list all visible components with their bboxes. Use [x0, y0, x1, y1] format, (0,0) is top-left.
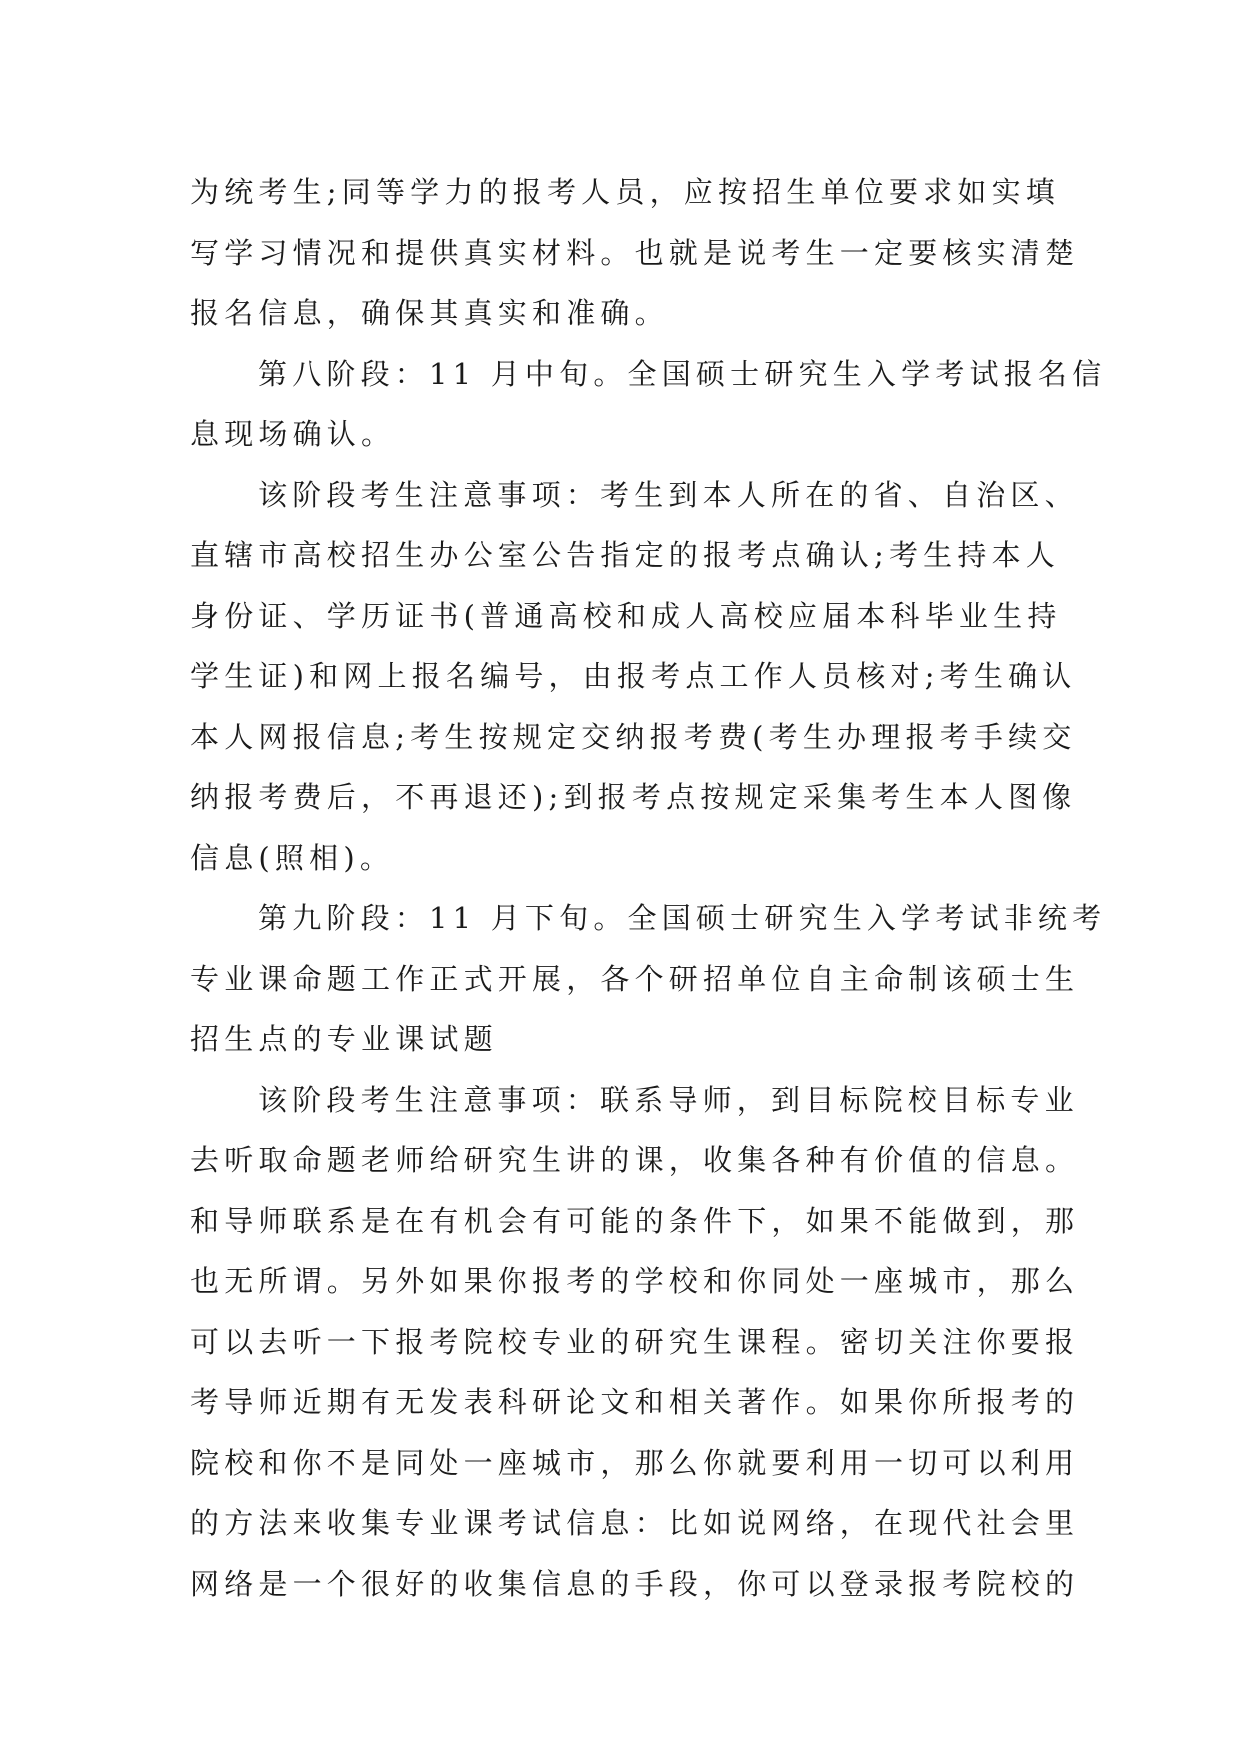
- paragraph-1: [190, 162, 1080, 344]
- text-line: 的方法来收集专业课考试信息：比如说网络，在现代社会里: [190, 1506, 1080, 1540]
- text-line: 网络是一个很好的收集信息的手段，你可以登录报考院校的: [190, 1566, 1080, 1601]
- text-line: 可以去听一下报考院校专业的研究生课程。密切关注你要报: [190, 1324, 1080, 1359]
- text-line: 第八阶段：11 月中旬。全国硕士研究生入学考试报名信: [258, 356, 1107, 391]
- text-line: 第九阶段：11 月下旬。全国硕士研究生入学考试非统考: [258, 901, 1107, 935]
- paragraph-stage-9-notes: [190, 1070, 1080, 1615]
- text-line: 身份证、学历证书(普通高校和成人高校应届本科毕业生持: [190, 598, 1062, 633]
- text-line: 学生证)和网上报名编号，由报考点工作人员核对;考生确认: [190, 659, 1077, 693]
- document-body: [190, 162, 1107, 1614]
- text-line: 专业课命题工作正式开展，各个研招单位自主命制该硕士生: [190, 961, 1080, 996]
- text-line: 信息(照相)。: [190, 840, 395, 875]
- text-line: 纳报考费后，不再退还);到报考点按规定采集考生本人图像: [190, 780, 1077, 814]
- text-line: 考导师近期有无发表科研论文和相关著作。如果你所报考的: [190, 1385, 1080, 1419]
- text-line: 该阶段考生注意事项：考生到本人所在的省、自治区、: [258, 477, 1079, 512]
- text-line: 去听取命题老师给研究生讲的课，收集各种有价值的信息。: [190, 1143, 1080, 1177]
- text-line: 也无所谓。另外如果你报考的学校和你同处一座城市，那么: [190, 1264, 1080, 1298]
- text-line: 息现场确认。: [190, 417, 396, 451]
- paragraph-stage-8-notes: [190, 465, 1079, 889]
- text-line: 院校和你不是同处一座城市，那么你就要利用一切可以利用: [190, 1445, 1080, 1480]
- paragraph-stage-9: [190, 888, 1107, 1070]
- paragraph-stage-8: [190, 344, 1107, 465]
- text-line: 该阶段考生注意事项：联系导师，到目标院校目标专业: [258, 1082, 1079, 1117]
- text-line: 直辖市高校招生办公室公告指定的报考点确认;考生持本人: [190, 538, 1060, 572]
- text-line: 和导师联系是在有机会有可能的条件下，如果不能做到，那: [190, 1203, 1080, 1238]
- text-line: 招生点的专业课试题: [190, 1022, 498, 1056]
- text-line: 为统考生;同等学力的报考人员，应按招生单位要求如实填: [190, 175, 1060, 209]
- text-line: 报名信息，确保其真实和准确。: [190, 296, 669, 330]
- text-line: 本人网报信息;考生按规定交纳报考费(考生办理报考手续交: [190, 719, 1077, 754]
- text-line: 写学习情况和提供真实材料。也就是说考生一定要核实清楚: [190, 235, 1080, 270]
